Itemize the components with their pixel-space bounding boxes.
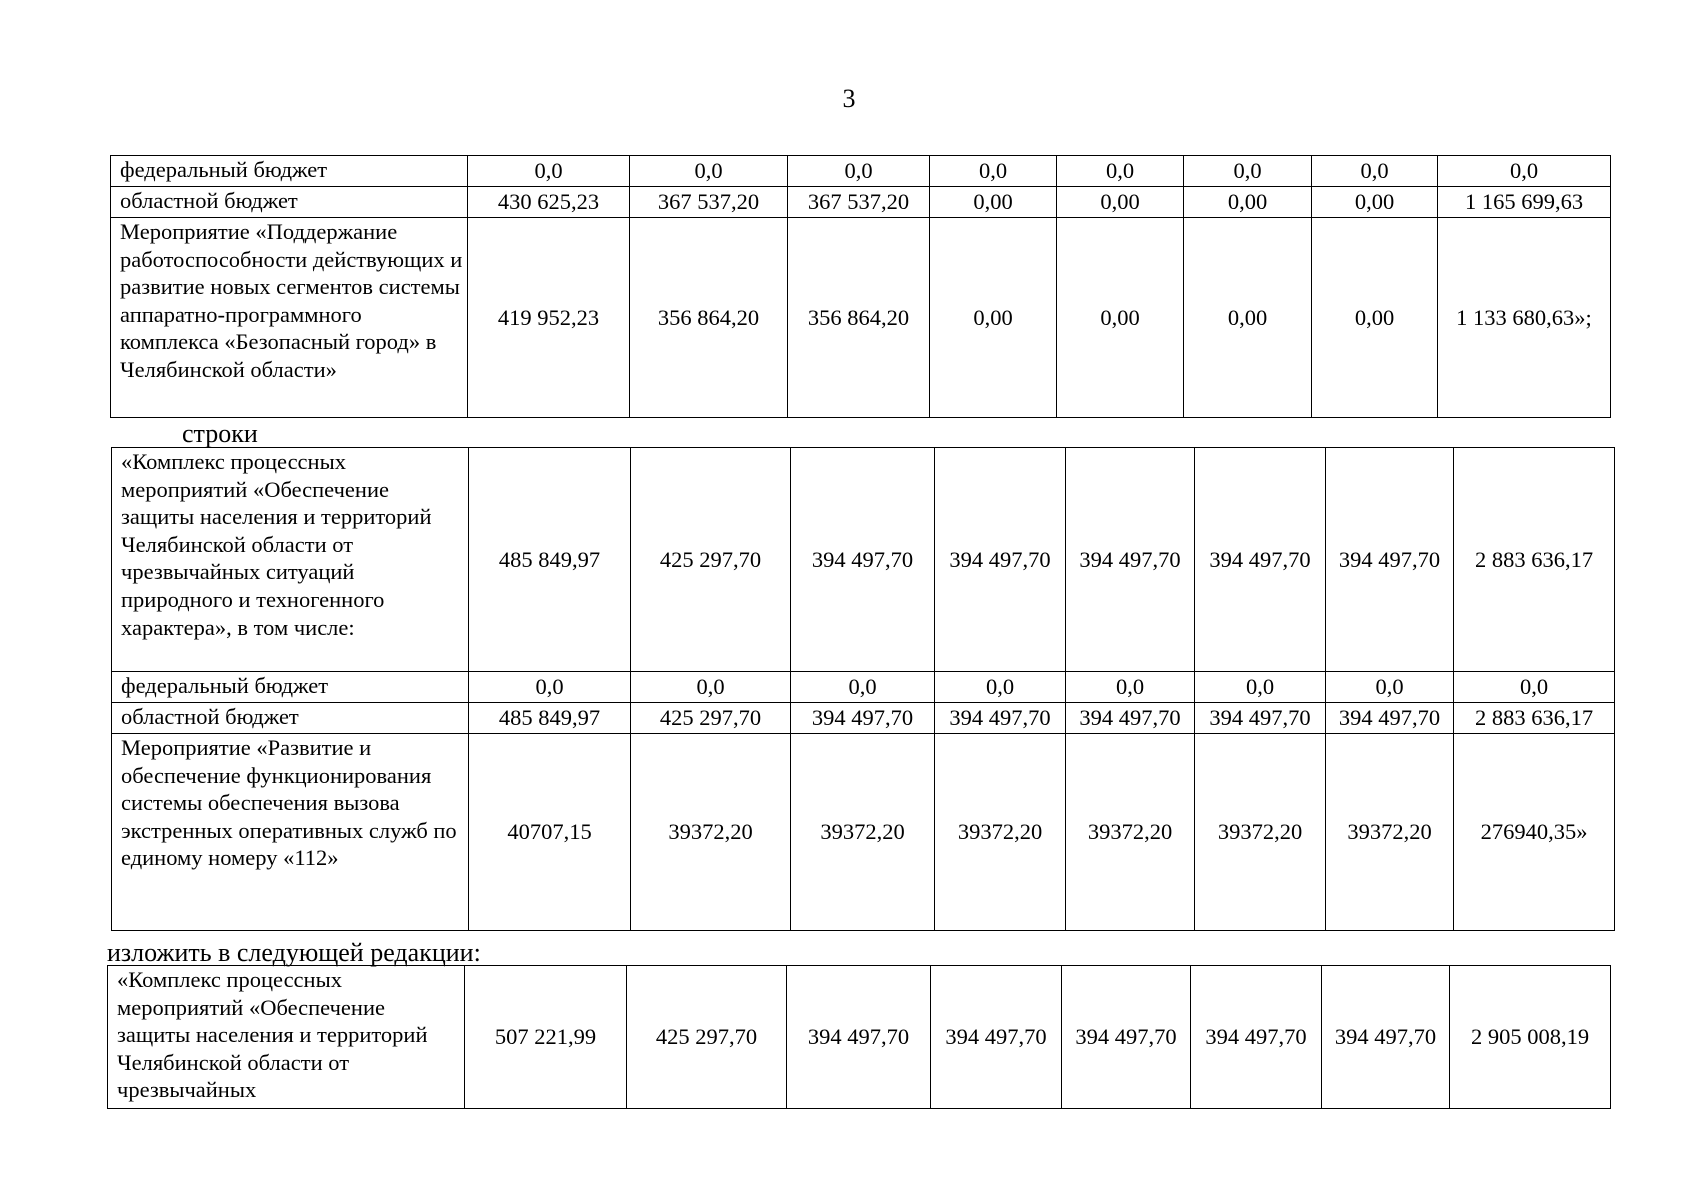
value-cell: 367 537,20 xyxy=(630,187,788,218)
value-cell: 0,00 xyxy=(1312,218,1438,418)
value-cell: 0,0 xyxy=(1326,672,1454,703)
table-row xyxy=(112,672,1615,703)
value-cell: 425 297,70 xyxy=(631,448,791,672)
value-cell: 394 497,70 xyxy=(1195,703,1326,734)
value-cell: 0,0 xyxy=(1312,156,1438,187)
value-cell: 430 625,23 xyxy=(468,187,630,218)
value-cell: 0,0 xyxy=(1184,156,1312,187)
row-name: «Комплекс процессных мероприятий «Обеспечение защиты населения и территорий Челябинской области от чрезвычайных xyxy=(108,966,465,1109)
row-name: областной бюджет xyxy=(112,703,469,734)
value-cell: 394 497,70 xyxy=(935,448,1066,672)
value-cell: 394 497,70 xyxy=(787,966,931,1109)
value-cell: 0,0 xyxy=(930,156,1057,187)
value-cell: 394 497,70 xyxy=(931,966,1062,1109)
total-cell: 1 165 699,63 xyxy=(1438,187,1611,218)
total-cell: 0,0 xyxy=(1438,156,1611,187)
row-name: Мероприятие «Развитие и обеспечение функционирования системы обеспечения вызова экстренных оперативных служб по единому номеру «112» xyxy=(112,734,469,931)
value-cell: 39372,20 xyxy=(935,734,1066,931)
value-cell: 0,00 xyxy=(930,187,1057,218)
value-cell: 394 497,70 xyxy=(1322,966,1450,1109)
value-cell: 485 849,97 xyxy=(469,703,631,734)
value-cell: 394 497,70 xyxy=(1062,966,1191,1109)
table-row xyxy=(111,187,1611,218)
row-name: Мероприятие «Поддержание работоспособности действующих и развитие новых сегментов системы аппаратно-программного комплекса «Безопасный город» в Челябинской области» xyxy=(111,218,468,418)
table-row xyxy=(111,218,1611,418)
total-cell: 276940,35» xyxy=(1454,734,1615,931)
value-cell: 0,0 xyxy=(791,672,935,703)
value-cell: 425 297,70 xyxy=(627,966,787,1109)
table-row xyxy=(108,966,1611,1109)
value-cell: 39372,20 xyxy=(1066,734,1195,931)
table-row xyxy=(112,448,1615,672)
value-cell: 0,0 xyxy=(468,156,630,187)
budget-table-new xyxy=(107,965,1611,1109)
page-number: 3 xyxy=(842,84,856,113)
value-cell: 39372,20 xyxy=(631,734,791,931)
row-name: федеральный бюджет xyxy=(111,156,468,187)
value-cell: 394 497,70 xyxy=(935,703,1066,734)
table-row xyxy=(111,156,1611,187)
table-row xyxy=(112,734,1615,931)
value-cell: 0,00 xyxy=(1057,218,1184,418)
table-row xyxy=(112,703,1615,734)
row-name: областной бюджет xyxy=(111,187,468,218)
value-cell: 485 849,97 xyxy=(469,448,631,672)
total-cell: 1 133 680,63»; xyxy=(1438,218,1611,418)
total-cell: 2 883 636,17 xyxy=(1454,703,1615,734)
value-cell: 40707,15 xyxy=(469,734,631,931)
value-cell: 394 497,70 xyxy=(1191,966,1322,1109)
value-cell: 356 864,20 xyxy=(788,218,930,418)
value-cell: 0,0 xyxy=(1057,156,1184,187)
value-cell: 0,0 xyxy=(1195,672,1326,703)
value-cell: 0,00 xyxy=(1184,187,1312,218)
value-cell: 419 952,23 xyxy=(468,218,630,418)
value-cell: 394 497,70 xyxy=(1066,448,1195,672)
value-cell: 394 497,70 xyxy=(1326,703,1454,734)
value-cell: 0,0 xyxy=(935,672,1066,703)
value-cell: 0,0 xyxy=(1066,672,1195,703)
value-cell: 0,0 xyxy=(788,156,930,187)
value-cell: 425 297,70 xyxy=(631,703,791,734)
value-cell: 356 864,20 xyxy=(630,218,788,418)
budget-table-continued xyxy=(110,155,1611,418)
value-cell: 507 221,99 xyxy=(465,966,627,1109)
value-cell: 0,00 xyxy=(1312,187,1438,218)
value-cell: 0,0 xyxy=(630,156,788,187)
value-cell: 394 497,70 xyxy=(791,448,935,672)
value-cell: 39372,20 xyxy=(1326,734,1454,931)
value-cell: 39372,20 xyxy=(791,734,935,931)
value-cell: 394 497,70 xyxy=(1326,448,1454,672)
value-cell: 0,00 xyxy=(1057,187,1184,218)
value-cell: 394 497,70 xyxy=(791,703,935,734)
value-cell: 394 497,70 xyxy=(1195,448,1326,672)
value-cell: 0,0 xyxy=(469,672,631,703)
value-cell: 367 537,20 xyxy=(788,187,930,218)
value-cell: 0,00 xyxy=(930,218,1057,418)
row-name: федеральный бюджет xyxy=(112,672,469,703)
value-cell: 39372,20 xyxy=(1195,734,1326,931)
rows-label: строки xyxy=(182,419,258,448)
budget-table-old xyxy=(111,447,1615,931)
total-cell: 0,0 xyxy=(1454,672,1615,703)
replace-label: изложить в следующей редакции: xyxy=(107,938,481,967)
value-cell: 394 497,70 xyxy=(1066,703,1195,734)
value-cell: 0,0 xyxy=(631,672,791,703)
row-name: «Комплекс процессных мероприятий «Обеспечение защиты населения и территорий Челябинской области от чрезвычайных ситуаций природного и техногенного характера», в том числе: xyxy=(112,448,469,672)
total-cell: 2 905 008,19 xyxy=(1450,966,1611,1109)
total-cell: 2 883 636,17 xyxy=(1454,448,1615,672)
value-cell: 0,00 xyxy=(1184,218,1312,418)
